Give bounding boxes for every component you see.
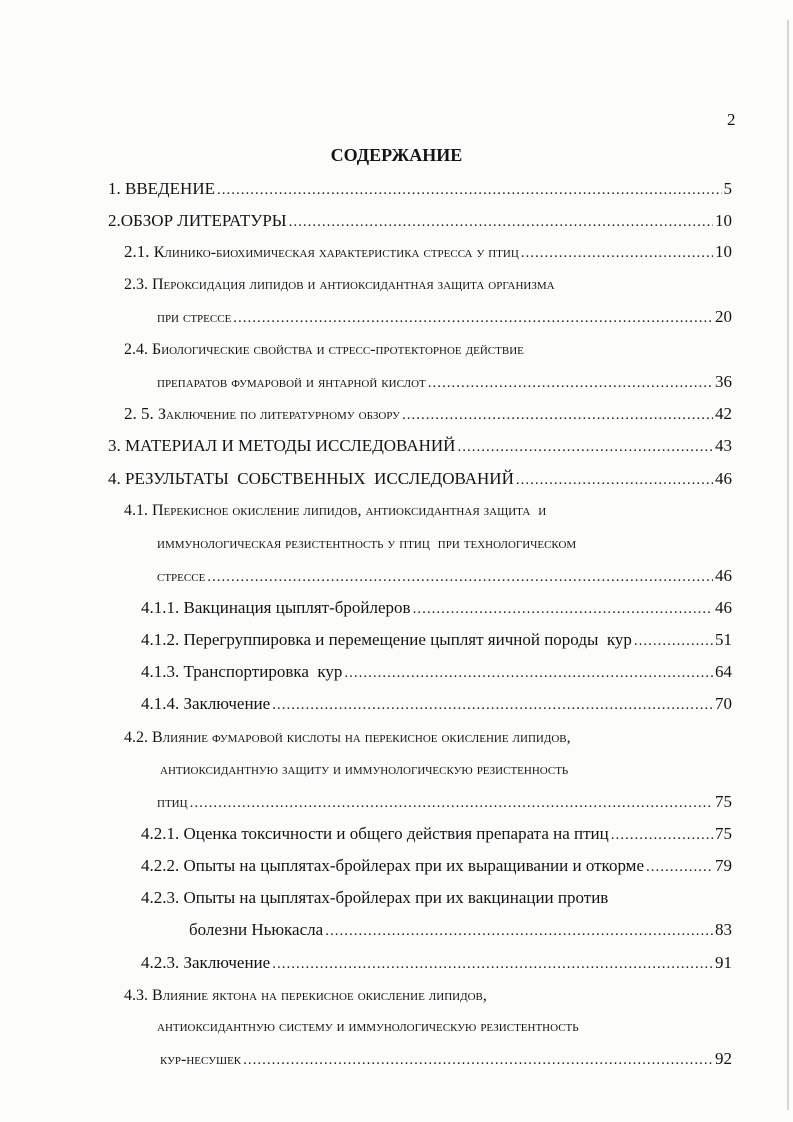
toc-entry-4-1-line1 <box>124 500 546 522</box>
toc-entry-4-3-line2 <box>157 1016 579 1038</box>
toc-entry-2-3-line2 <box>157 306 732 328</box>
entry-page: 51 <box>715 630 732 649</box>
dot-leader <box>344 662 713 684</box>
entry-title-continuation: кур-несушек <box>160 1051 242 1068</box>
dot-leader <box>243 1049 713 1071</box>
entry-number: 4.1. <box>124 502 148 519</box>
toc-entry-4-2-3-conclusion <box>141 952 732 974</box>
entry-page: 92 <box>715 1049 732 1068</box>
entry-title-continuation: птиц <box>157 794 188 811</box>
entry-title-continuation: стрессе <box>157 568 206 585</box>
entry-page: 46 <box>715 598 732 617</box>
entry-number: 2.1. <box>124 242 150 261</box>
entry-title-continuation: при стрессе <box>157 309 232 326</box>
toc-entry-4-1-2 <box>141 629 732 651</box>
toc-entry-4-1-line3 <box>157 565 732 587</box>
entry-number: 4.2.3. <box>141 888 180 907</box>
entry-title: Перекисное окисление липидов, антиоксидантная защита и <box>152 502 547 519</box>
dot-leader <box>428 372 713 394</box>
dot-leader <box>413 598 713 620</box>
entry-page: 36 <box>715 372 732 391</box>
dot-leader <box>207 566 713 588</box>
entry-number: 2.3. <box>124 276 148 293</box>
entry-page: 75 <box>715 824 732 843</box>
entry-page: 10 <box>715 242 732 261</box>
entry-number: 4.1.3. <box>141 662 180 681</box>
entry-title: Влияние фумаровой кислоты на перекисное окисление липидов, <box>152 729 571 746</box>
entry-title: Клинико-биохимическая характеристика стресса у птиц <box>153 244 519 261</box>
toc-entry-4-3-line1 <box>124 985 487 1007</box>
dot-leader <box>233 307 713 329</box>
dot-leader <box>289 211 713 233</box>
entry-title: ОБЗОР ЛИТЕРАТУРЫ <box>120 211 287 230</box>
dot-leader <box>272 953 713 975</box>
entry-title-continuation: антиоксидантную защиту и иммунологическую резистенность <box>160 761 569 778</box>
entry-page: 64 <box>715 662 732 681</box>
entry-title: РЕЗУЛЬТАТЫ СОБСТВЕННЫХ ИССЛЕДОВАНИЙ <box>125 469 514 488</box>
page-number: 2 <box>727 110 736 129</box>
dot-leader <box>646 856 713 878</box>
toc-entry-2-5 <box>124 403 732 425</box>
dot-leader <box>634 630 713 652</box>
entry-number: 4.1.4. <box>141 694 180 713</box>
entry-title: Пероксидация липидов и антиоксидантная защита организма <box>152 276 555 293</box>
entry-title: МАТЕРИАЛ И МЕТОДЫ ИССЛЕДОВАНИЙ <box>125 436 456 455</box>
entry-page: 5 <box>723 179 732 198</box>
entry-number: 4.2.2. <box>141 856 180 875</box>
entry-number: 4.2. <box>124 729 148 746</box>
entry-page: 75 <box>715 792 732 811</box>
entry-title: Опыты на цыплятах-бройлерах при их выращивании и откорме <box>183 856 644 875</box>
toc-entry-2-4-line1 <box>124 339 524 361</box>
entry-page: 42 <box>715 404 732 423</box>
entry-number: 3. <box>108 436 121 455</box>
entry-page: 43 <box>715 436 732 455</box>
dot-leader <box>325 920 713 942</box>
dot-leader <box>190 792 713 814</box>
entry-page: 20 <box>715 307 732 326</box>
entry-number: 4.3. <box>124 987 148 1004</box>
toc-entry-4-1-line2 <box>157 533 576 555</box>
toc-entry-introduction <box>108 178 732 200</box>
entry-number: 4.2.3. <box>141 953 180 972</box>
scan-edge-line <box>787 20 789 1110</box>
entry-title: Биологические свойства и стресс-протекторное действие <box>152 341 524 358</box>
toc-title: СОДЕРЖАНИЕ <box>330 145 463 165</box>
entry-title: Заключение по литературному обзору <box>158 406 400 423</box>
dot-leader <box>516 469 713 491</box>
entry-title: Перегруппировка и перемещение цыплят яичной породы кур <box>183 630 632 649</box>
entry-title: Опыты на цыплятах-бройлерах при их вакцинации против <box>183 888 609 907</box>
entry-page: 83 <box>715 920 732 939</box>
entry-title-continuation: болезни Ньюкасла <box>189 920 324 939</box>
toc-entry-results <box>108 468 732 490</box>
entry-title: Вакцинация цыплят-бройлеров <box>183 598 411 617</box>
toc-entry-2-4-line2 <box>157 371 732 393</box>
toc-entry-4-2-line2 <box>160 759 568 781</box>
dot-leader <box>457 436 713 458</box>
entry-number: 2. 5. <box>124 404 154 423</box>
toc-entry-4-2-3-line1 <box>141 887 608 909</box>
toc-entry-4-2-line3 <box>157 791 732 813</box>
entry-page: 70 <box>715 694 732 713</box>
entry-title-continuation: антиоксидантную систему и иммунологическую резистентность <box>157 1018 579 1035</box>
toc-entry-4-2-3-line2 <box>189 919 732 941</box>
entry-number: 4.2.1. <box>141 824 180 843</box>
entry-title: Транспортировка кур <box>183 662 343 681</box>
toc-entry-4-2-1 <box>141 823 732 845</box>
toc-entry-4-1-1 <box>141 597 732 619</box>
toc-entry-4-3-line3 <box>160 1048 732 1070</box>
entry-title: Заключение <box>183 694 271 713</box>
entry-page: 46 <box>715 566 732 585</box>
entry-number: 4.1.2. <box>141 630 180 649</box>
toc-entry-2-3-line1 <box>124 274 555 296</box>
entry-page: 46 <box>715 469 732 488</box>
dot-leader <box>521 242 713 264</box>
toc-entry-literature-review <box>108 210 732 232</box>
entry-number: 1. <box>108 179 121 198</box>
dot-leader <box>611 824 713 846</box>
dot-leader <box>402 404 713 426</box>
entry-title: Оценка токсичности и общего действия препарата на птиц <box>183 824 609 843</box>
toc-entry-4-1-4 <box>141 693 732 715</box>
entry-title: ВВЕДЕНИЕ <box>125 179 215 198</box>
dot-leader <box>217 179 722 201</box>
entry-title: Влияние яктона на перекисное окисление липидов, <box>152 987 487 1004</box>
entry-number: 4.1.1. <box>141 598 180 617</box>
toc-entry-4-1-3 <box>141 661 732 683</box>
entry-title-continuation: препаратов фумаровой и янтарной кислот <box>157 374 426 391</box>
entry-number: 2.4. <box>124 341 148 358</box>
toc-entry-materials-methods <box>108 435 732 457</box>
entry-number: 2. <box>108 211 121 230</box>
entry-title: Заключение <box>183 953 271 972</box>
toc-entry-4-2-2 <box>141 855 732 877</box>
entry-number: 4. <box>108 469 121 488</box>
entry-page: 91 <box>715 953 732 972</box>
toc-entry-2-1 <box>124 241 732 263</box>
entry-page: 10 <box>715 211 732 230</box>
toc-entry-4-2-line1 <box>124 727 571 749</box>
entry-title-continuation: иммунологическая резистентность у птиц при технологическом <box>157 535 577 552</box>
entry-page: 79 <box>715 856 732 875</box>
dot-leader <box>272 694 713 716</box>
